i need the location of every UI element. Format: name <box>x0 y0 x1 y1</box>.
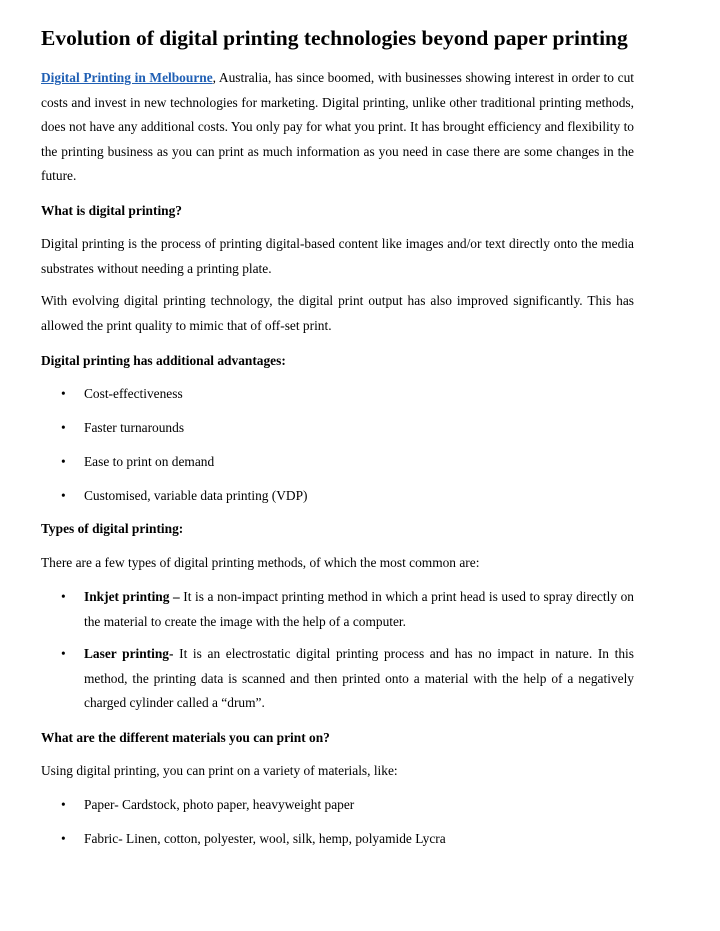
materials-intro: Using digital printing, you can print on a variety of materials, like: <box>41 763 398 778</box>
bullet-icon: • <box>61 488 66 503</box>
type-description <box>84 585 634 634</box>
advantage-text: Customised, variable data printing (VDP) <box>84 488 308 503</box>
heading-advantages: Digital printing has additional advantages: <box>41 353 286 368</box>
page-title: Evolution of digital printing technologies beyond paper printing <box>41 26 628 50</box>
bullet-icon: • <box>61 589 66 604</box>
bullet-icon: • <box>61 797 66 812</box>
heading-types: Types of digital printing: <box>41 521 184 536</box>
what-paragraph-2: With evolving digital printing technology, the digital print output has also improved significantly. This has allowed the print quality to mimic that of off-set print. <box>41 293 634 333</box>
heading-materials: What are the different materials you can print on? <box>41 730 330 745</box>
heading-what-is-digital-printing: What is digital printing? <box>41 203 183 218</box>
bullet-icon: • <box>61 386 66 401</box>
type-text: It is an electrostatic digital printing process and has no impact in nature. In this method, the printing data is scanned and then printed onto a material with the help of a negatively charged cylinder called a “drum”. <box>84 646 634 711</box>
type-description <box>84 642 634 716</box>
intro-text: , Australia, has since boomed, with businesses showing interest in order to cut costs and invest in new technologies for marketing. Digital printing, unlike other traditional printing methods, does not have any additional costs. You only pay for what you print. It has brought efficiency and flexibility to the printing business as you can print as much information as you need in case there are some changes in the future. <box>41 70 634 184</box>
material-text: Paper- Cardstock, photo paper, heavyweight paper <box>84 797 355 812</box>
bullet-icon: • <box>61 454 66 469</box>
advantage-text: Cost-effectiveness <box>84 386 183 401</box>
bullet-icon: • <box>61 831 66 846</box>
type-term: Inkjet printing – <box>84 589 180 604</box>
types-intro: There are a few types of digital printing methods, of which the most common are: <box>41 555 480 570</box>
material-text: Fabric- Linen, cotton, polyester, wool, silk, hemp, polyamide Lycra <box>84 831 446 846</box>
advantage-text: Faster turnarounds <box>84 420 185 435</box>
type-term: Laser printing- <box>84 646 174 661</box>
type-text: It is a non-impact printing method in which a print head is used to spray directly on the material to create the image with the help of a computer. <box>84 589 634 629</box>
bullet-icon: • <box>61 420 66 435</box>
bullet-icon: • <box>61 646 66 661</box>
advantage-text: Ease to print on demand <box>84 454 215 469</box>
what-paragraph-1: Digital printing is the process of printing digital-based content like images and/or text directly onto the media substrates without needing a printing plate. <box>41 236 634 276</box>
intro-paragraph <box>41 66 634 189</box>
digital-printing-melbourne-link[interactable]: Digital Printing in Melbourne <box>41 70 213 85</box>
